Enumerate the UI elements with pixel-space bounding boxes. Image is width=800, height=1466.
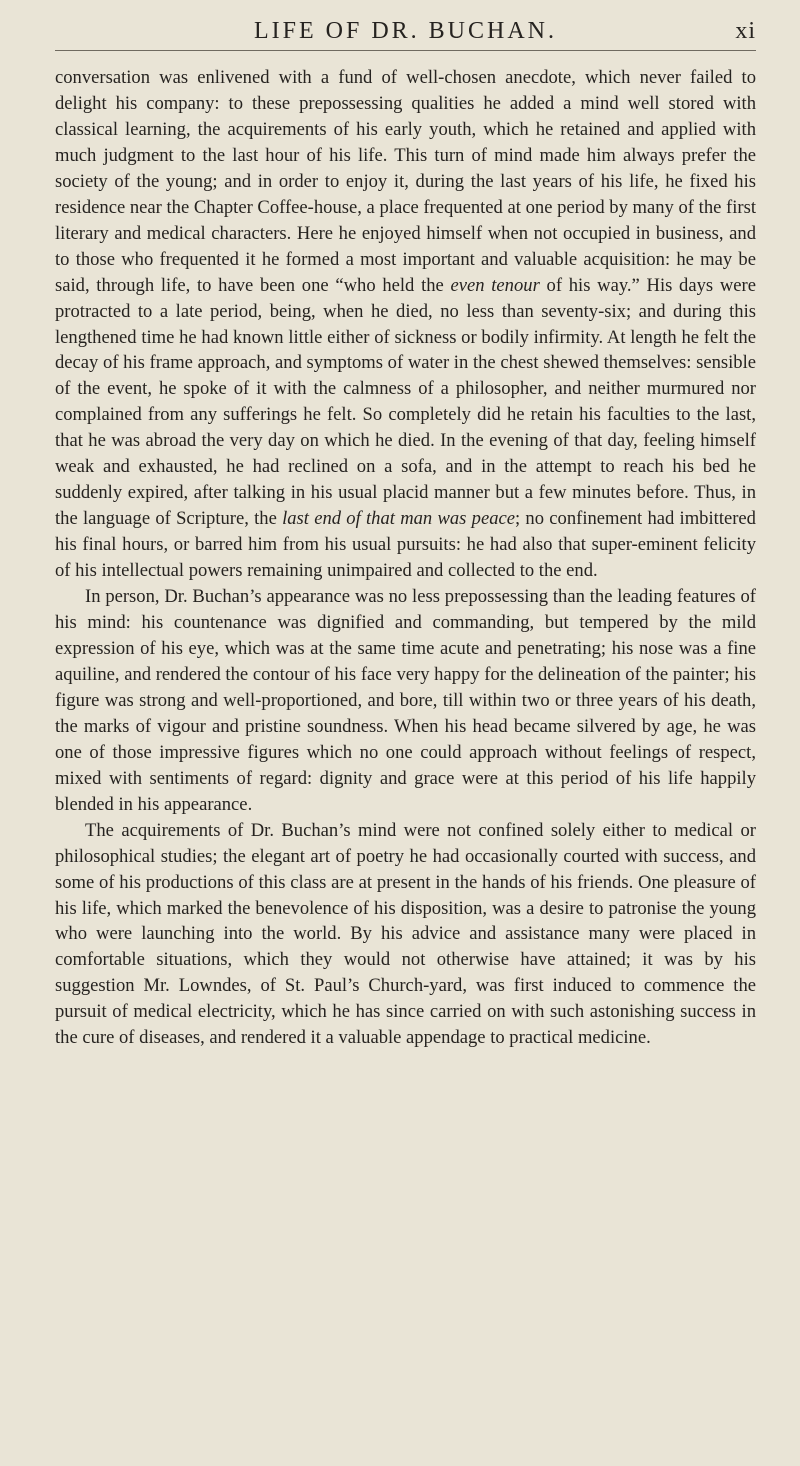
text-run: ; no confinement had imbittered his final hours, or barred him from his usual pursuits: he had also that super-eminent felicity of his intellectual powers remaining unimpaired and collected to the end. [55,508,756,582]
italic-text-run: last end of that man was peace [282,508,516,530]
text-run: of his way.” His days were protracted to a late period, being, when he died, no less than seventy-six; and during this lengthened time he had known little either of sickness or bodily infirmity. At length he felt the decay of his frame approach, and symptoms of water in the chest shewed themselves: sensible of the event, he spoke of it with the calmness of a philosopher, and neither murmured nor complained from any sufferings he felt. So completely did he retain his faculties to the last, that he was abroad the very day on which he died. In the evening of that day, feeling himself weak and exhausted, he had reclined on a sofa, and in the attempt to reach his bed he suddenly expired, after talking in his usual placid manner but a few minutes before. Thus, in the language of Scripture, the [55,274,756,530]
page-number: xi [735,18,756,44]
paragraph [55,818,756,1052]
paragraph [55,584,756,818]
running-header [55,16,756,51]
text-run: The acquirements of Dr. Buchan’s mind were not confined solely either to medical or philosophical studies; the elegant art of poetry he had occasionally courted with success, and some of his productions of this class are at present in the hands of his friends. One pleasure of his life, which marked the benevolence of his disposition, was a desire to patronise the young who were launching into the world. By his advice and assistance many were placed in comfortable situations, which they would not otherwise have attained; it was by his suggestion Mr. Lowndes, of St. Paul’s Church-yard, was first induced to commence the pursuit of medical electricity, which he has since carried on with such astonishing success in the cure of diseases, and rendered it a valuable appendage to practical medicine. [55,819,756,1049]
italic-text-run: even tenour [450,274,540,296]
text-run: conversation was enlivened with a fund of well-chosen anecdote, which never failed to delight his company: to these prepossessing qualities he added a mind well stored with classical learning, the acquirements of his early youth, which he retained and applied with much judgment to the last hour of his life. This turn of mind made him always prefer the society of the young; and in order to enjoy it, during the last years of his life, he fixed his residence near the Chapter Coffee-house, a place frequented at one period by many of the first literary and medical characters. Here he enjoyed himself when not occupied in business, and to those who frequented it he formed a most important and valuable acquisition: he may be said, through life, to have been one “who held the [55,67,756,296]
text-run: In person, Dr. Buchan’s appearance was no less prepossessing than the leading features of his mind: his countenance was dignified and commanding, but tempered by the mild expression of his eye, which was at the same time acute and penetrating; his nose was a fine aquiline, and rendered the contour of his face very happy for the delineation of the painter; his figure was strong and well-proportioned, and bore, till within two or three years of his death, the marks of vigour and pristine soundness. When his head became silvered by age, he was one of those impressive figures which no one could approach without feelings of respect, mixed with sentiments of regard: dignity and grace were at this period of his life happily blended in his appearance. [55,586,756,815]
paragraph [55,65,756,584]
running-title: LIFE OF DR. BUCHAN. [253,18,558,44]
body-text [55,65,756,1051]
